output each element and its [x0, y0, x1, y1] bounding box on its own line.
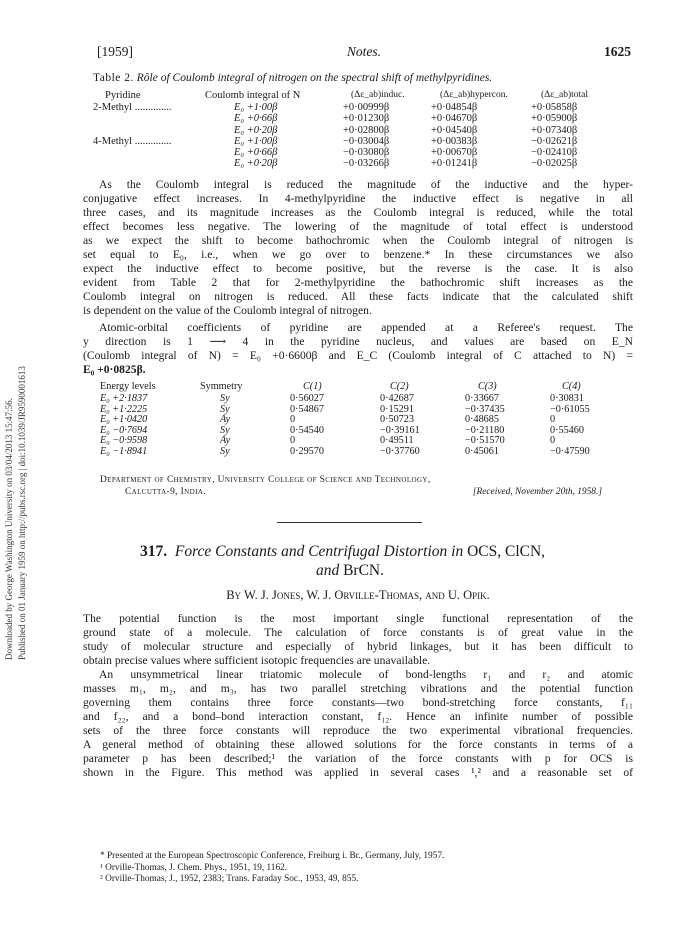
table2-cell: −0·03266β [343, 158, 390, 170]
table-row [93, 147, 633, 158]
coefficients-cell: 0·54540 [290, 424, 324, 436]
text-line: As the Coulomb integral is reduced the magnitude of the inductive and the hyper- [99, 178, 633, 191]
coefficients-paragraph [83, 321, 633, 377]
table2-cell: +0·00670β [431, 147, 478, 159]
table2-cell: E₀ +0·20β [234, 158, 278, 170]
table-row [100, 394, 620, 405]
text-line: y direction is 1 ⟶ 4 in the pyridine nucleus, and values are based on E_N [83, 335, 633, 348]
coefficients-cell: 0·49511 [380, 435, 414, 446]
table2-cell: −0·03080β [343, 147, 390, 159]
coefficients-header-cell: Symmetry [200, 381, 243, 392]
text-line: is dependent on the value of the Coulomb integral of nitrogen. [83, 304, 372, 317]
table2-cell: +0·00383β [431, 135, 478, 147]
table2 [93, 90, 633, 170]
table2-cell: 4-Methyl .............. [93, 135, 172, 147]
affiliation-block [100, 474, 602, 498]
running-header [97, 44, 631, 60]
text-line: masses m₁, m₂, and m₃, has two parallel stretching vibrations and the potential function [83, 682, 633, 695]
download-sidebar [3, 190, 33, 660]
discussion-paragraph [83, 178, 633, 318]
coefficients-cell: 0·45061 [465, 445, 499, 457]
footnote: * Presented at the European Spectroscopic Conference, Freiburg i. Br., Germany, July, 1957. [100, 851, 445, 861]
coefficients-cell: E₀ −0·9598 [100, 435, 148, 446]
coefficients-cell: E₀ −1·8941 [100, 445, 148, 457]
coefficients-cell: E₀ +2·1837 [100, 393, 148, 404]
article-body [83, 612, 633, 780]
coefficients-cell: 0·50723 [380, 414, 414, 425]
coefficients-cell: −0·21180 [465, 424, 505, 436]
coefficients-header-cell: C(3) [478, 381, 497, 392]
text-line: evident from Table 2 that for 2-methylpyridine the bathochromic shift increases as the [83, 276, 633, 289]
header-section: Notes. [346, 44, 382, 59]
table2-cell: +0·02800β [343, 124, 390, 136]
table2-cell: −0·02621β [531, 135, 578, 147]
table2-cell: +0·01241β [431, 158, 478, 170]
coefficients-table [100, 382, 620, 457]
text-line: three cases, and its magnitude increases as the Coulomb integral is reduced, while the total [83, 206, 633, 219]
coefficients-cell: Sy [220, 445, 230, 457]
text-line: sets of the three force constants will reproduce the two experimental vibrational frequencies. [83, 724, 633, 737]
text-line: ground state of a molecule. The calculation of force constants is of great value in the [83, 626, 633, 639]
table-row [93, 102, 633, 113]
text-line: Atomic-orbital coefficients of pyridine are appended at a Referee's request. The [99, 321, 633, 334]
table2-header-cell: Coulomb integral of N [205, 90, 301, 101]
title-conjunction: and [315, 562, 340, 579]
coefficients-cell: Ay [220, 435, 231, 446]
coefficients-cell: 0·29570 [290, 445, 324, 457]
coefficients-cell: −0·37435 [465, 403, 505, 415]
download-notice: Downloaded by George Washington University on 03/04/2013 15:47:56. [4, 398, 14, 660]
coefficients-cell: 0·15291 [380, 403, 414, 415]
table2-cell: E₀ +1·00β [234, 135, 278, 147]
table2-cell: +0·04670β [431, 113, 478, 125]
text-line: (Coulomb integral of N) = E₀ +0·6600β and E_C (Coulomb integral of C attached to N) = [83, 349, 633, 362]
coefficients-cell: 0·30831 [550, 393, 584, 404]
coefficients-cell: 0·54867 [290, 403, 324, 415]
coefficients-header-cell: C(1) [303, 381, 322, 392]
table2-header-row [93, 90, 633, 102]
coefficients-header-cell: Energy levels [100, 381, 156, 392]
coefficients-cell: 0·56027 [290, 393, 324, 404]
title-text: Force Constants and Centrifugal Distortion in [174, 543, 464, 560]
coefficients-header-cell: C(2) [390, 381, 409, 392]
text-line: A general method of obtaining these allowed solutions for the force constants in terms of a [83, 738, 633, 751]
table2-cell: E₀ +0·20β [234, 124, 278, 136]
text-line: set equal to E₀, i.e., when we go over to benzene.* In these circumstances we also [83, 248, 633, 261]
table-row [100, 426, 620, 437]
text-line: shown in the Figure. This method was applied in several cases ¹,² and a reasonable set of [83, 766, 633, 779]
table2-cell: E₀ +0·66β [234, 113, 278, 125]
coefficients-cell: 0 [290, 414, 296, 425]
table-row [100, 447, 620, 458]
author-byline: By W. J. Jones, W. J. Orville-Thomas, and U. Opik. [226, 588, 490, 602]
text-line: Coulomb integral on nitrogen is reduced. All these facts indicate that the calculated shift [83, 290, 633, 303]
table2-cell: +0·04854β [431, 102, 478, 113]
text-line: parameter p has been described;¹ the variation of the force constants with p for OCS is [83, 752, 633, 765]
table-row [100, 436, 620, 447]
affiliation-city: Calcutta-9, India. [125, 487, 207, 497]
section-divider [277, 522, 422, 523]
text-line: and f₂₂, and a bond–bond interaction constant, f₁₂. Hence an infinite number of possible [83, 710, 633, 723]
text-line: conjugative effect increases. In 4-methylpyridine the inductive effect is negative in all [83, 192, 633, 205]
coefficients-cell: 0·42687 [380, 393, 414, 404]
coefficients-cell: −0·39161 [380, 424, 420, 436]
coefficients-cell: 0 [550, 414, 556, 425]
table2-cell: −0·02025β [531, 158, 578, 170]
coefficients-cell: −0·61055 [550, 403, 590, 415]
table-row [100, 405, 620, 416]
table2-header-cell: (Δε_ab)hypercon. [440, 90, 508, 100]
table2-cell: −0·03004β [343, 135, 390, 147]
text-line: effect becomes less negative. The lowering of the magnitude of total effect is understood [83, 220, 633, 233]
footnote: ² Orville-Thomas, J., 1952, 2383; Trans. Faraday Soc., 1953, 49, 855. [100, 874, 359, 884]
coefficients-cell: E₀ +1·2225 [100, 403, 148, 415]
coefficients-cell: E₀ +1·0420 [100, 414, 148, 425]
text-line: An unsymmetrical linear triatomic molecule of bond-lengths r₁ and r₂ and atomic [99, 668, 633, 681]
received-date: [Received, November 20th, 1958.] [472, 487, 602, 497]
table2-cell: +0·05900β [531, 113, 578, 125]
table-row [93, 113, 633, 124]
table2-cell: +0·00999β [343, 102, 390, 113]
table2-header-cell: (Δε_ab)induc. [351, 90, 405, 100]
table-row [100, 415, 620, 426]
text-line: obtain precise values where sufficient isotopic frequencies are unavailable. [83, 654, 431, 667]
table2-cell: +0·07340β [531, 124, 578, 136]
coefficients-cell: −0·51570 [465, 435, 505, 446]
table-row [93, 136, 633, 147]
coefficients-cell: Sy [220, 393, 230, 404]
table2-cell: −0·02410β [531, 147, 578, 159]
coefficients-cell: E₀ −0·7694 [100, 424, 148, 436]
article-title [140, 542, 590, 580]
table2-cell: +0·04540β [431, 124, 478, 136]
coefficients-cell: Ay [220, 414, 231, 425]
coefficients-cell: Sy [220, 424, 230, 436]
text-line: E₀ +0·0825β. [83, 363, 146, 376]
title-molecule: BrCN. [343, 562, 385, 579]
table2-cell: +0·01230β [343, 113, 390, 125]
header-year: [1959] [97, 44, 133, 59]
footnote: ¹ Orville-Thomas, J. Chem. Phys., 1951, 19, 1162. [100, 862, 288, 873]
table2-title: Rôle of Coulomb integral of nitrogen on the spectral shift of methylpyridines. [136, 72, 493, 84]
affiliation-line: Department of Chemistry, University College of Science and Technology, [100, 475, 431, 485]
table2-cell: E₀ +1·00β [234, 102, 278, 113]
text-line: governing them contains three force constants—two bond-stretching force constants, f₁₁ [83, 696, 633, 709]
table2-caption [93, 72, 492, 84]
article-number: 317. [140, 543, 168, 560]
table-row [93, 125, 633, 136]
text-line: study of molecular structure and especially of hybrid linkages, but it has been difficult to [83, 640, 633, 653]
header-page-number: 1625 [604, 44, 631, 59]
coefficients-header-row [100, 382, 620, 394]
title-molecules: OCS, ClCN, [467, 543, 546, 560]
table2-header-cell: Pyridine [105, 90, 141, 101]
table2-label: Table 2. [93, 72, 134, 84]
table2-cell: 2-Methyl .............. [93, 102, 172, 113]
table2-cell: E₀ +0·66β [234, 147, 278, 159]
footnotes [100, 851, 620, 886]
table2-cell: +0·05858β [531, 102, 578, 113]
coefficients-cell: 0 [550, 435, 556, 446]
coefficients-header-cell: C(4) [562, 381, 581, 392]
coefficients-cell: 0·48685 [465, 414, 499, 425]
coefficients-cell: 0·55460 [550, 424, 584, 436]
table-row [93, 158, 633, 169]
table2-header-cell: (Δε_ab)total [541, 90, 589, 100]
coefficients-cell: −0·37760 [380, 445, 420, 457]
text-line: The potential function is the most important single functional representation of the [83, 612, 633, 625]
publication-notice[interactable]: Published on 01 January 1959 on http://pubs.rsc.org | doi:10.1039/JR9590001613 [17, 366, 27, 660]
text-line: as we expect the shift to become bathochromic when the Coulomb integral of nitrogen is [83, 234, 633, 247]
coefficients-cell: −0·47590 [550, 445, 590, 457]
coefficients-cell: Sy [220, 403, 230, 415]
text-line: expect the inductive effect to become positive, but the reverse is the case. It is also [83, 262, 633, 275]
coefficients-cell: 0 [290, 435, 296, 446]
coefficients-cell: 0·33667 [465, 393, 499, 404]
